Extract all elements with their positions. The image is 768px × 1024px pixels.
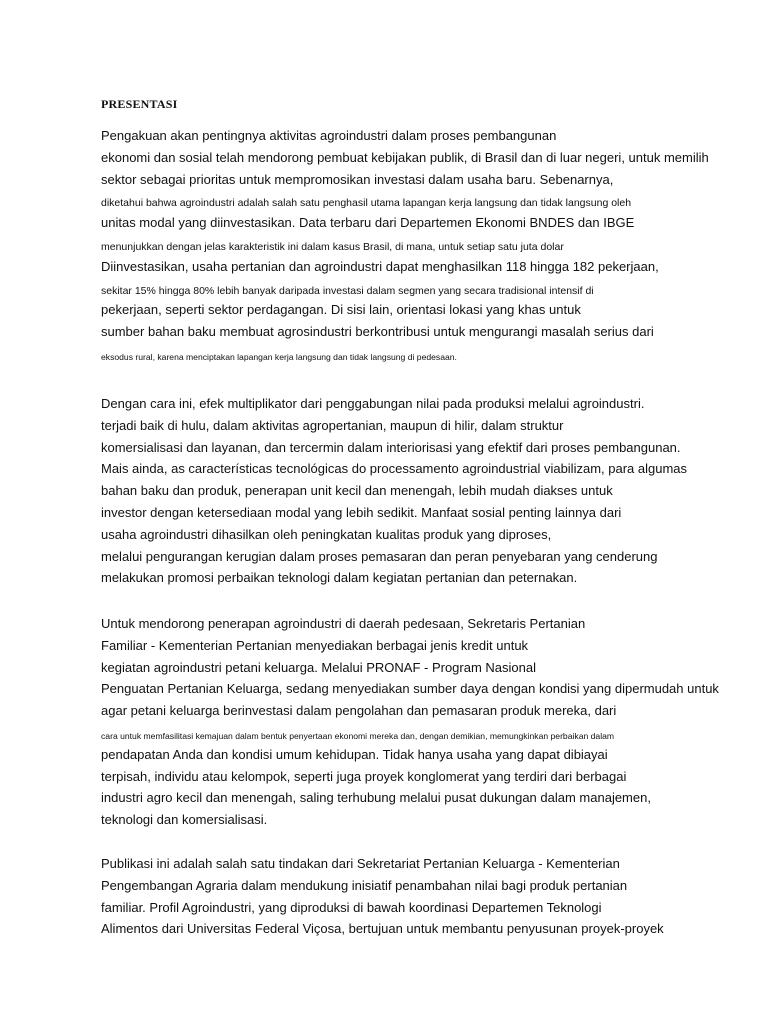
- paragraph-2-line: terjadi baik di hulu, dalam aktivitas agropertanian, maupun di hilir, dalam struktur: [101, 417, 564, 433]
- paragraph-2-line: Dengan cara ini, efek multiplikator dari penggabungan nilai pada produksi melalui agroindustri.: [101, 396, 645, 411]
- paragraph-3-line: Untuk mendorong penerapan agroindustri di daerah pedesaan, Sekretaris Pertanian: [101, 616, 586, 631]
- paragraph-3-line: teknologi dan komersialisasi.: [101, 812, 268, 828]
- paragraph-1-line: eksodus rural, karena menciptakan lapangan kerja langsung dan tidak langsung di pedesaan.: [101, 352, 457, 362]
- paragraph-2-line: komersialisasi dan layanan, dan tercermin dalam interiorisasi yang efektif dari proses pembangunan.: [101, 439, 681, 455]
- paragraph-4-line: Publikasi ini adalah salah satu tindakan dari Sekretariat Pertanian Keluarga - Kementerian: [101, 856, 620, 871]
- paragraph-2-line: bahan baku dan produk, penerapan unit kecil dan menengah, lebih mudah diakses untuk: [101, 483, 613, 499]
- paragraph-3-line: cara untuk memfasilitasi kemajuan dalam bentuk penyertaan ekonomi mereka dan, dengan demikian, memungkinkan perbaikan dalam: [101, 731, 615, 741]
- paragraph-1-line: unitas modal yang diinvestasikan. Data terbaru dari Departemen Ekonomi BNDES dan IBGE: [101, 215, 635, 231]
- paragraph-3-line: pendapatan Anda dan kondisi umum kehidupan. Tidak hanya usaha yang dapat dibiayai: [101, 746, 608, 762]
- paragraph-2-line: melalui pengurangan kerugian dalam proses pemasaran dan peran penyebaran yang cenderung: [101, 548, 658, 564]
- paragraph-1-line: ekonomi dan sosial telah mendorong pembuat kebijakan publik, di Brasil dan di luar negeri, untuk memilih: [101, 149, 709, 165]
- paragraph-2-line: melakukan promosi perbaikan teknologi dalam kegiatan pertanian dan peternakan.: [101, 570, 578, 586]
- paragraph-1-line: menunjukkan dengan jelas karakteristik ini dalam kasus Brasil, di mana, untuk setiap satu juta dolar: [101, 241, 564, 253]
- paragraph-2-line: usaha agroindustri dihasilkan oleh peningkatan kualitas produk yang diproses,: [101, 526, 552, 542]
- paragraph-1-line: diketahui bahwa agroindustri adalah salah satu penghasil utama lapangan kerja langsung dan tidak langsung oleh: [101, 197, 632, 210]
- paragraph-4-line: Pengembangan Agraria dalam mendukung inisiatif penambahan nilai bagi produk pertanian: [101, 877, 628, 893]
- paragraph-4-line: familiar. Profil Agroindustri, yang diproduksi di bawah koordinasi Departemen Teknologi: [101, 899, 602, 915]
- paragraph-3-line: Familiar - Kementerian Pertanian menyediakan berbagai jenis kredit untuk: [101, 637, 529, 653]
- paragraph-1-line: sumber bahan baku membuat agrosindustri berkontribusi untuk mengurangi masalah serius dari: [101, 324, 654, 340]
- document-title: PRESENTASI: [101, 97, 178, 111]
- paragraph-3-line: Penguatan Pertanian Keluarga, sedang menyediakan sumber daya dengan kondisi yang dipermudah untuk: [101, 681, 719, 697]
- paragraph-1-line: sektor sebagai prioritas untuk mempromosikan investasi dalam usaha baru. Sebenarnya,: [101, 171, 614, 187]
- paragraph-3-line: industri agro kecil dan menengah, saling terhubung melalui pusat dukungan dalam manajemen,: [101, 790, 651, 806]
- paragraph-1-line: Pengakuan akan pentingnya aktivitas agroindustri dalam proses pembangunan: [101, 128, 557, 143]
- paragraph-3-line: terpisah, individu atau kelompok, seperti juga proyek konglomerat yang terdiri dari berbagai: [101, 768, 627, 784]
- paragraph-2-line: Mais ainda, as características tecnológicas do processamento agroindustrial viabilizam, para algumas: [101, 461, 688, 477]
- paragraph-2-line: investor dengan ketersediaan modal yang lebih sedikit. Manfaat sosial penting lainnya dari: [101, 505, 622, 520]
- paragraph-3-line: kegiatan agroindustri petani keluarga. Melalui PRONAF - Program Nasional: [101, 659, 536, 675]
- paragraph-3-line: agar petani keluarga berinvestasi dalam pengolahan dan pemasaran produk mereka, dari: [101, 703, 617, 719]
- paragraph-1-line: Diinvestasikan, usaha pertanian dan agroindustri dapat menghasilkan 118 hingga 182 pekerjaan,: [101, 258, 659, 274]
- paragraph-1-line: sekitar 15% hingga 80% lebih banyak daripada investasi dalam segmen yang secara tradisional intensif di: [101, 284, 594, 297]
- paragraph-1-line: pekerjaan, seperti sektor perdagangan. Di sisi lain, orientasi lokasi yang khas untuk: [101, 302, 581, 318]
- paragraph-4-line: Alimentos dari Universitas Federal Viçosa, bertujuan untuk membantu penyusunan proyek-proyek: [101, 921, 664, 937]
